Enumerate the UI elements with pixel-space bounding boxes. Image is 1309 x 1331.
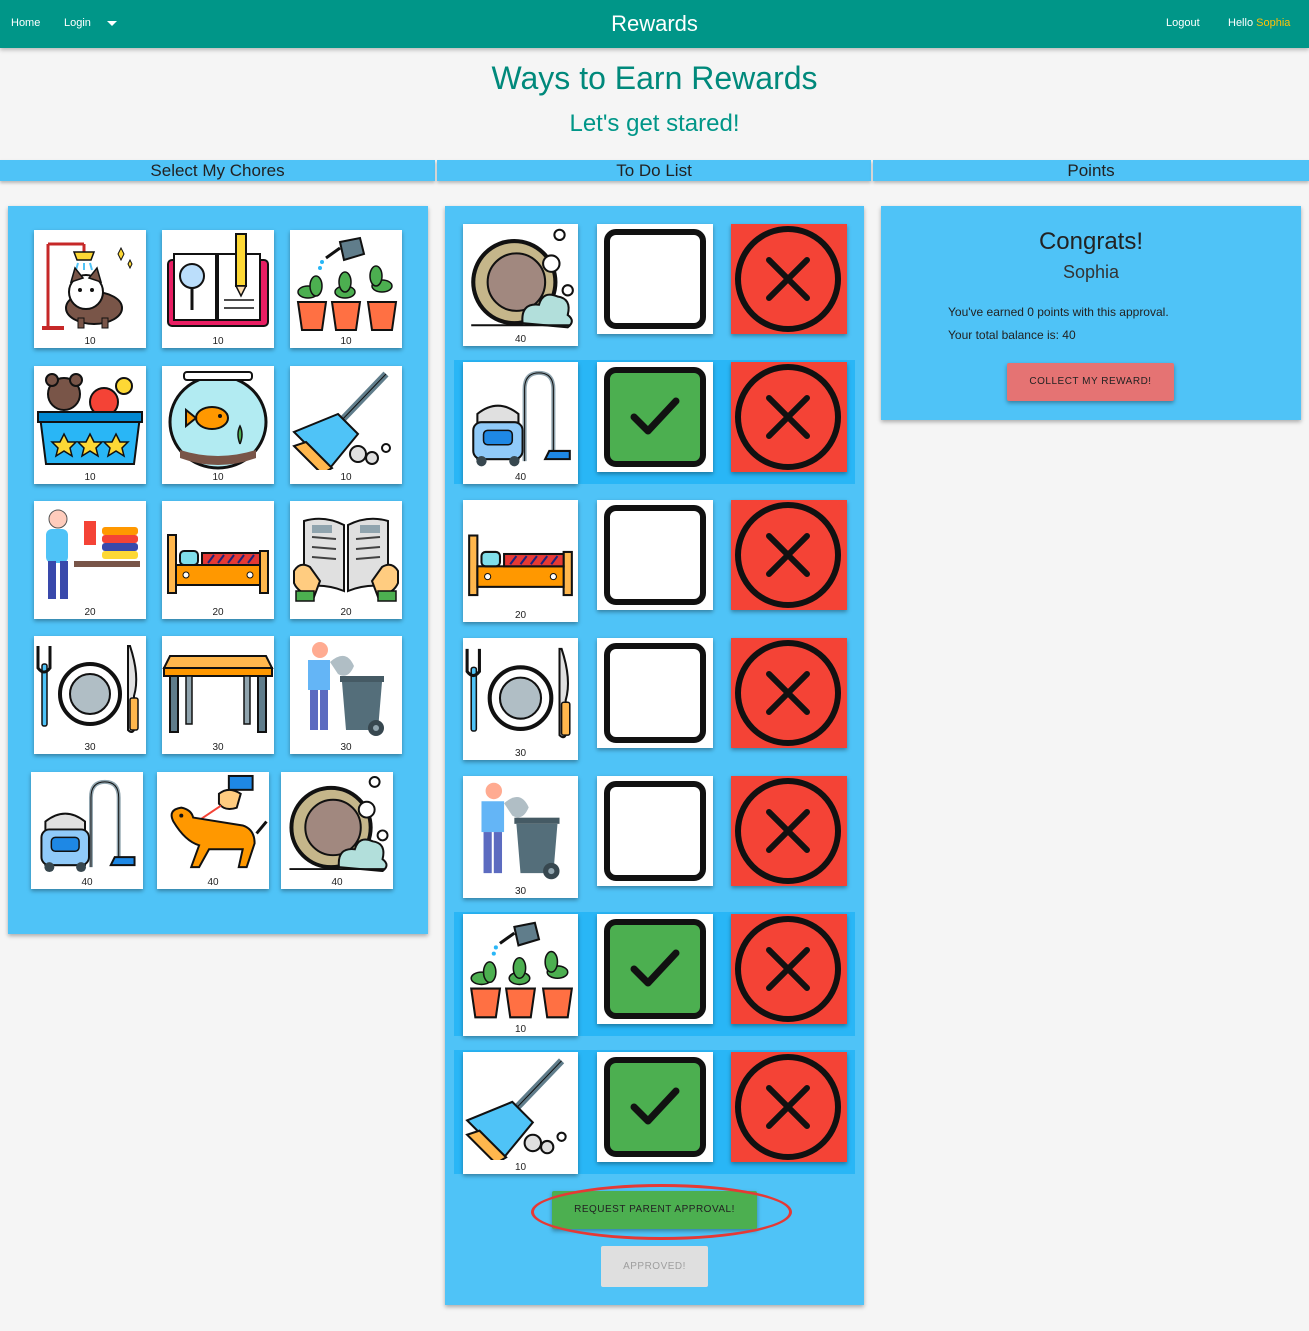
close-icon — [731, 224, 847, 334]
chore-card[interactable] — [281, 772, 393, 889]
todo-checkbox[interactable] — [597, 776, 713, 886]
homework-book-icon — [162, 230, 274, 334]
checkmark-icon — [610, 1063, 700, 1151]
fish-bowl-icon — [162, 366, 274, 470]
earned-text: You've earned 0 points with this approval. — [948, 305, 1169, 319]
todo-points: 10 — [514, 1024, 527, 1035]
navbar — [0, 0, 1309, 48]
table-icon — [162, 636, 274, 740]
todo-chore-card[interactable] — [463, 914, 578, 1036]
todo-points: 40 — [514, 334, 527, 345]
todo-points: 20 — [514, 610, 527, 621]
nav-greeting — [1228, 17, 1290, 29]
todo-points: 40 — [514, 472, 527, 483]
column-header-todo: To Do List — [437, 160, 871, 181]
todo-points: 30 — [514, 748, 527, 759]
chore-card[interactable] — [157, 772, 269, 889]
nav-home-link[interactable]: Home — [11, 17, 41, 29]
close-icon — [731, 500, 847, 610]
checkbox-checked — [604, 919, 706, 1019]
chore-points: 10 — [84, 336, 96, 347]
washing-dishes-icon — [463, 224, 578, 332]
todo-chore-card[interactable] — [463, 638, 578, 760]
chore-card[interactable] — [34, 366, 146, 484]
remove-chore-button[interactable] — [731, 224, 847, 334]
remove-chore-button[interactable] — [731, 776, 847, 886]
close-icon — [731, 362, 847, 472]
chore-points: 10 — [340, 336, 352, 347]
greeting-username: Sophia — [1256, 17, 1291, 29]
chore-points: 40 — [81, 877, 93, 888]
bed-icon — [162, 501, 274, 605]
close-icon — [731, 638, 847, 748]
nav-logout-link[interactable]: Logout — [1166, 17, 1200, 29]
table-setting-icon — [463, 638, 578, 746]
vacuum-icon — [463, 362, 578, 470]
todo-panel — [445, 206, 864, 1305]
greeting-text: Hello — [1228, 17, 1254, 29]
page-subtitle: Let's get stared! — [569, 110, 740, 137]
chore-points: 10 — [84, 472, 96, 483]
dog-walking-icon — [157, 772, 269, 875]
checkbox-checked — [604, 367, 706, 467]
todo-checkbox[interactable] — [597, 362, 713, 472]
chore-points: 10 — [212, 336, 224, 347]
chore-points: 20 — [84, 607, 96, 618]
checkbox-checked — [604, 1057, 706, 1157]
points-panel — [881, 206, 1301, 420]
trash-bin-icon — [290, 636, 402, 740]
nav-login-link[interactable]: Login — [64, 17, 91, 29]
collect-reward-button[interactable]: COLLECT MY REWARD! — [1007, 363, 1174, 401]
chore-points: 20 — [212, 607, 224, 618]
bed-icon — [463, 500, 578, 608]
chore-points: 20 — [340, 607, 352, 618]
todo-checkbox[interactable] — [597, 914, 713, 1024]
todo-chore-card[interactable] — [463, 224, 578, 346]
dog-shower-icon — [34, 230, 146, 334]
app-title: Rewards — [611, 11, 698, 36]
chore-points: 40 — [331, 877, 343, 888]
column-header-points: Points — [873, 160, 1309, 181]
remove-chore-button[interactable] — [731, 638, 847, 748]
reading-book-icon — [290, 501, 402, 605]
page-title: Ways to Earn Rewards — [491, 60, 818, 96]
chore-card[interactable] — [34, 230, 146, 348]
chore-card[interactable] — [290, 636, 402, 754]
balance-text: Your total balance is: 40 — [948, 328, 1076, 342]
close-icon — [731, 914, 847, 1024]
toy-box-icon — [34, 366, 146, 470]
remove-chore-button[interactable] — [731, 500, 847, 610]
todo-chore-card[interactable] — [463, 362, 578, 484]
watering-plants-icon — [290, 230, 402, 334]
vacuum-icon — [31, 772, 143, 875]
chore-points: 10 — [212, 472, 224, 483]
chore-points: 40 — [207, 877, 219, 888]
chore-card[interactable] — [162, 366, 274, 484]
chore-card[interactable] — [290, 230, 402, 348]
sweeping-broom-icon — [290, 366, 402, 470]
todo-checkbox[interactable] — [597, 1052, 713, 1162]
folding-laundry-icon — [34, 501, 146, 605]
checkmark-icon — [610, 373, 700, 461]
checkbox-unchecked — [604, 781, 706, 881]
todo-chore-card[interactable] — [463, 500, 578, 622]
close-icon — [731, 776, 847, 886]
checkbox-unchecked — [604, 643, 706, 743]
chores-panel — [8, 206, 428, 934]
watering-plants-icon — [463, 914, 578, 1022]
table-setting-icon — [34, 636, 146, 740]
close-icon — [731, 1052, 847, 1162]
todo-checkbox[interactable] — [597, 224, 713, 334]
chore-points: 30 — [212, 742, 224, 753]
chore-card[interactable] — [162, 636, 274, 754]
todo-checkbox[interactable] — [597, 500, 713, 610]
remove-chore-button[interactable] — [731, 914, 847, 1024]
checkbox-unchecked — [604, 505, 706, 605]
todo-points: 30 — [514, 886, 527, 897]
chore-card[interactable] — [290, 501, 402, 619]
remove-chore-button[interactable] — [731, 362, 847, 472]
trash-bin-icon — [463, 776, 578, 884]
chore-card[interactable] — [34, 501, 146, 619]
column-header-chores: Select My Chores — [0, 160, 435, 181]
chore-card[interactable] — [34, 636, 146, 754]
chore-points: 30 — [84, 742, 96, 753]
todo-points: 10 — [514, 1162, 527, 1173]
todo-chore-card[interactable] — [463, 1052, 578, 1174]
todo-chore-card[interactable] — [463, 776, 578, 898]
approved-button[interactable]: APPROVED! — [601, 1246, 708, 1287]
congrats-heading: Congrats! — [1038, 228, 1144, 255]
chore-card[interactable] — [290, 366, 402, 484]
checkmark-icon — [610, 925, 700, 1013]
request-approval-button[interactable]: REQUEST PARENT APPROVAL! — [552, 1191, 757, 1229]
washing-dishes-icon — [281, 772, 393, 875]
congrats-name: Sophia — [1062, 262, 1120, 282]
checkbox-unchecked — [604, 229, 706, 329]
chore-card[interactable] — [31, 772, 143, 889]
remove-chore-button[interactable] — [731, 1052, 847, 1162]
chore-points: 30 — [340, 742, 352, 753]
sweeping-broom-icon — [463, 1052, 578, 1160]
chore-card[interactable] — [162, 230, 274, 348]
chore-points: 10 — [340, 472, 352, 483]
chore-card[interactable] — [162, 501, 274, 619]
todo-checkbox[interactable] — [597, 638, 713, 748]
